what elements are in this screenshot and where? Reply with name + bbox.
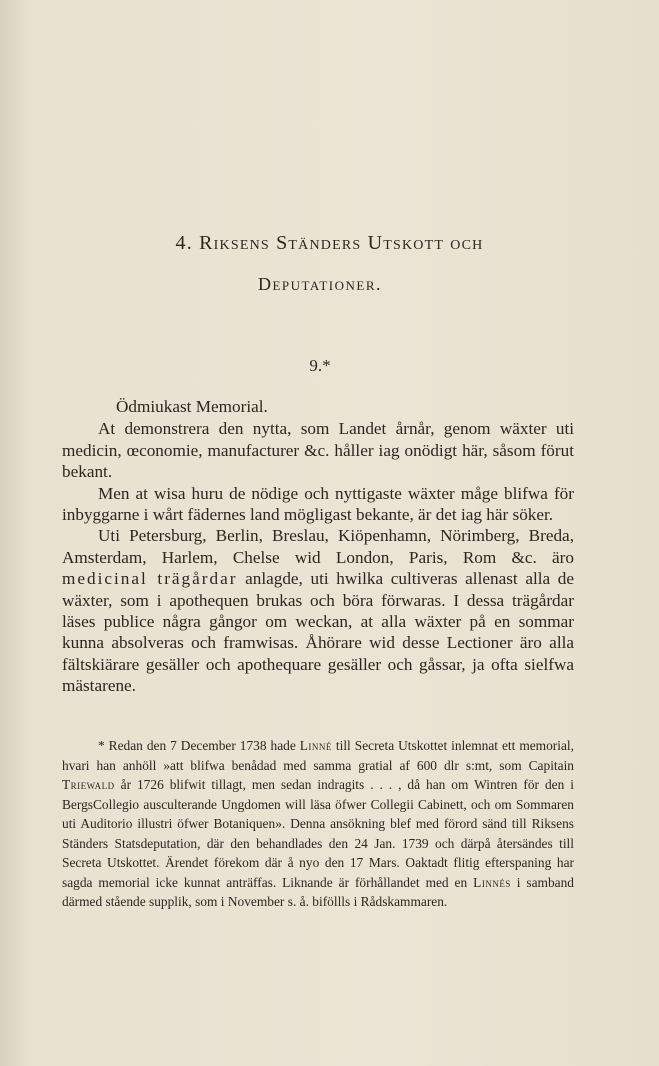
paragraph-text: anlagde, uti hwilka cultiveras allenast alla de wäxter, som i apothequen brukas och böra förwaras. I dessa trägårdar läses publice några gångor om weckan, at alla wäxter på en sommar kunna absolveras och framwisas. Åhörare wid desse Lectioner äro alla fältskiärare gesäller och apothequare gesäller och gåssar, ja ofta sielfwa mästarene. — [62, 569, 575, 696]
chapter-heading: 4. Riksens Ständers Utskott och — [175, 232, 484, 254]
person-name: Triewald — [62, 777, 115, 792]
person-name: Linné — [299, 738, 332, 753]
footnote-part: till Secreta Utskottet inlemnat ett memorial, hvari han anhöll »att blifwa benådad med samma gratial af 600 dlr s:mt, som Capitain — [62, 738, 574, 773]
footnote-part: i samband därmed stående supplik, som i November s. å. biföllls i Rådskammaren. — [62, 874, 575, 909]
person-name: Linnés — [473, 874, 511, 890]
footnote-divider — [62, 732, 574, 733]
paragraph — [62, 525, 574, 696]
footnote-part: år 1726 blifwit tillagt, men sedan indragits . . . , då han om Wintren för den i BergsCollegio ausculterande Ungdomen will läsa öfwer Collegii Cabinett, och om Sommaren uti Auditorio illustri öfwer Botaniquen». Denna ansökning blef med förord sänd till Riksens Ständers Statsdeputation, där den behandlades den 24 Jan. 1739 och därpå återsändes till Secreta Utskottet. Ärendet förekom där å nyo den 17 Mars. Oaktadt flitig efterspaning har sagda memorial icke kunnat anträffas. Liknande är förhållandet med en — [62, 777, 574, 890]
chapter-subheading: Deputationer. — [257, 274, 383, 294]
body-text — [62, 396, 574, 697]
document-number: 9.* — [309, 356, 331, 375]
paragraph-text: Uti Petersburg, Berlin, Breslau, Kiöpenhamn, Nörimberg, Breda, Amsterdam, Harlem, Chelse wid London, Paris, Rom &c. äro — [62, 526, 574, 567]
paragraph: Men at wisa huru de nödige och nyttigaste wäxter måge blifwa för inbyggarne i wårt fädernes land mögligast bekante, är det iag här söker. — [62, 483, 574, 525]
footnote-text — [62, 736, 574, 912]
salutation: Ödmiukast Memorial. — [116, 397, 268, 416]
footnote-part: * Redan den 7 December 1738 hade — [98, 738, 300, 753]
footnote — [62, 736, 574, 912]
paragraph: At demonstrera den nytta, som Landet årnår, genom wäxter uti medicin, œconomie, manufacturer &c. håller iag onödigt här, såsom förut bekant. — [62, 419, 574, 482]
spaced-term: medicinal trägårdar — [62, 569, 238, 589]
